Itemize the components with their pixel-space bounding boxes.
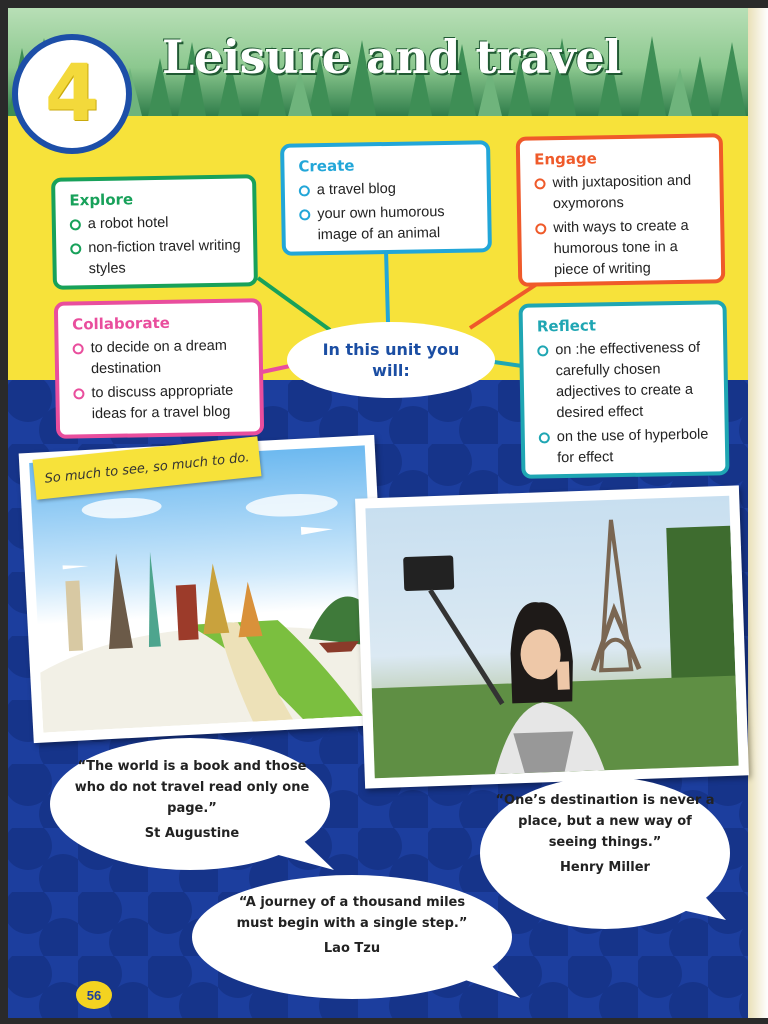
center-text: In this unit you will: [322, 340, 460, 380]
quote-text: “A journey of a thousand miles must begin with a single step.” [236, 895, 468, 931]
item-text: on :he effectiveness of carefully chosen adjectives to create a desired effect [555, 339, 701, 422]
photo-caption: So much to see, so much to do. [43, 449, 251, 487]
item-text: to decide on a dream destination [90, 337, 227, 378]
item-text: to discuss appropriate ideas for a travel blog [91, 382, 234, 423]
quote-bubble-miller [495, 790, 715, 878]
item-text: non-fiction travel writing styles [88, 237, 241, 278]
quote-bubble-lao-tzu [236, 892, 468, 959]
reflect-heading: Reflect [536, 316, 597, 336]
item-text: with juxtaposition and oxymorons [552, 172, 692, 213]
item-text: your own humorous image of an animal [317, 203, 445, 244]
explore-heading: Explore [69, 190, 134, 210]
unit-number: 4 [44, 49, 100, 139]
create-heading: Create [298, 156, 355, 176]
quote-text: “One’s destinaıtion is never a place, but a new way of seeing things.” [495, 793, 715, 850]
page-number-badge [76, 981, 112, 1009]
quote-author: Lao Tzu [323, 941, 381, 956]
item-text: a robot hotel [87, 214, 169, 233]
unit-title: Leisure and travel [162, 30, 622, 84]
quote-author: St Augustine [144, 826, 240, 841]
collaborate-heading: Collaborate [72, 313, 170, 334]
quote-text: “The world is a book and those who do not travel read only one page.” [74, 759, 310, 816]
quote-author: Henry Miller [560, 860, 650, 875]
engage-heading: Engage [533, 149, 597, 169]
item-text: on the use of hyperbole for effect [556, 426, 709, 467]
quote-bubble-augustine [62, 756, 322, 844]
item-text: with ways to create a humorous tone in a piece of writing [553, 217, 689, 279]
page-number: 56 [86, 987, 102, 1003]
item-text: a travel blog [316, 180, 396, 199]
